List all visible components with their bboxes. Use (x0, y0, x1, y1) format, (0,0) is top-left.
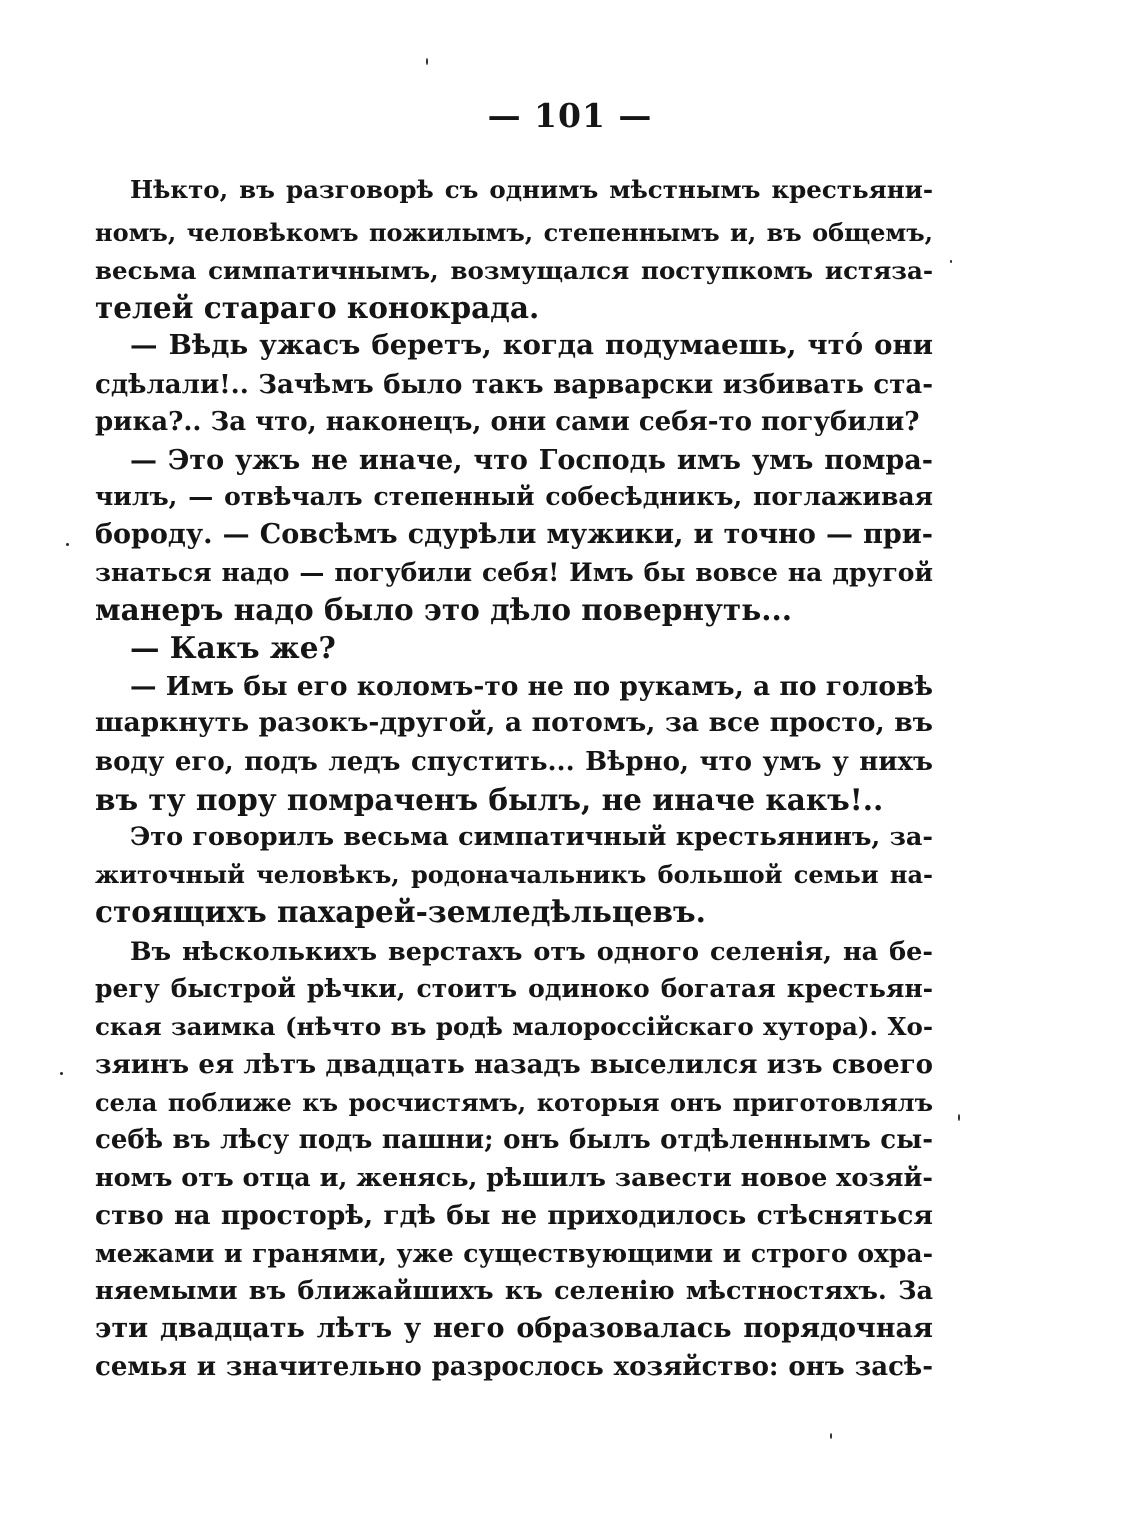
text-line: ская заимка (нѣчто въ родѣ малороссійскаго хутора). Хо- (95, 1012, 933, 1041)
print-speck (426, 58, 428, 65)
text-line: номъ, человѣкомъ пожилымъ, степеннымъ и, въ общемъ, (95, 218, 933, 247)
text-line: номъ отъ отца и, женясь, рѣшилъ завести новое хозяй- (95, 1163, 933, 1193)
text-line: въ ту пору помраченъ былъ, не иначе какъ!.. (95, 782, 884, 817)
text-line: зяинъ ея лѣтъ двадцать назадъ выселился изъ своего (95, 1050, 933, 1080)
text-line: ство на просторѣ, гдѣ бы не приходилось стѣсняться (95, 1200, 933, 1231)
text-line: телей стараго конокрада. (95, 290, 540, 325)
text-line: весьма симпатичнымъ, возмущался поступкомъ истяза- (95, 256, 933, 285)
text-line: семья и значительно разрослось хозяйство: онъ засѣ- (95, 1352, 933, 1382)
text-line: сдѣлали!.. Зачѣмъ было такъ варварски избивать ста- (95, 370, 933, 400)
text-line: стоящихъ пахарей-земледѣльцевъ. (95, 894, 706, 929)
print-speck (830, 1433, 832, 1439)
text-line: регу быстрой рѣчки, стоитъ одиноко богатая крестьян- (95, 974, 933, 1003)
text-line: села поближе къ росчистямъ, которыя онъ приготовлялъ (95, 1088, 933, 1117)
text-line: — Какъ же? (130, 630, 336, 665)
print-speck (950, 260, 952, 263)
text-line: Нѣкто, въ разговорѣ съ однимъ мѣстнымъ крестьяни- (130, 175, 933, 204)
text-line: воду его, подъ ледъ спустить... Вѣрно, что умъ у нихъ (95, 747, 933, 777)
page-number: — 101 — (487, 96, 653, 135)
text-line: себѣ въ лѣсу подъ пашни; онъ былъ отдѣленнымъ сы- (95, 1125, 933, 1155)
text-line: шаркнуть разокъ-другой, а потомъ, за все просто, въ (95, 707, 933, 738)
text-line: чилъ, — отвѣчалъ степенный собесѣдникъ, поглаживая (95, 482, 933, 511)
text-line: межами и гранями, уже существующими и строго охра- (95, 1239, 933, 1268)
text-line: рика?.. За что, наконецъ, они сами себя-то погубили? (95, 407, 920, 437)
print-speck (60, 1072, 63, 1075)
text-line: — Вѣдь ужасъ беретъ, когда подумаешь, что́ они (130, 329, 933, 361)
text-line: — Имъ бы его коломъ-то не по рукамъ, а по головѣ (130, 671, 934, 702)
text-line: знаться надо — погубили себя! Имъ бы вовсе на другой (95, 558, 933, 587)
print-speck (958, 1114, 960, 1121)
text-line: Это говорилъ весьма симпатичный крестьянинъ, за- (130, 822, 933, 852)
text-line: манеръ надо было это дѣло повернуть... (95, 592, 793, 627)
text-line: бороду. — Совсѣмъ сдурѣли мужики, и точно — при- (95, 519, 933, 550)
text-line: эти двадцать лѣтъ у него образовалась порядочная (95, 1313, 933, 1344)
text-line: Въ нѣсколькихъ верстахъ отъ одного селенія, на бе- (130, 937, 933, 967)
text-line: житочный человѣкъ, родоначальникъ большой семьи на- (95, 860, 933, 889)
text-line: — Это ужъ не иначе, что Господь имъ умъ помра- (130, 445, 933, 476)
print-speck (66, 543, 69, 546)
text-line: няемыми въ ближайшихъ къ селенію мѣстностяхъ. За (95, 1276, 933, 1306)
